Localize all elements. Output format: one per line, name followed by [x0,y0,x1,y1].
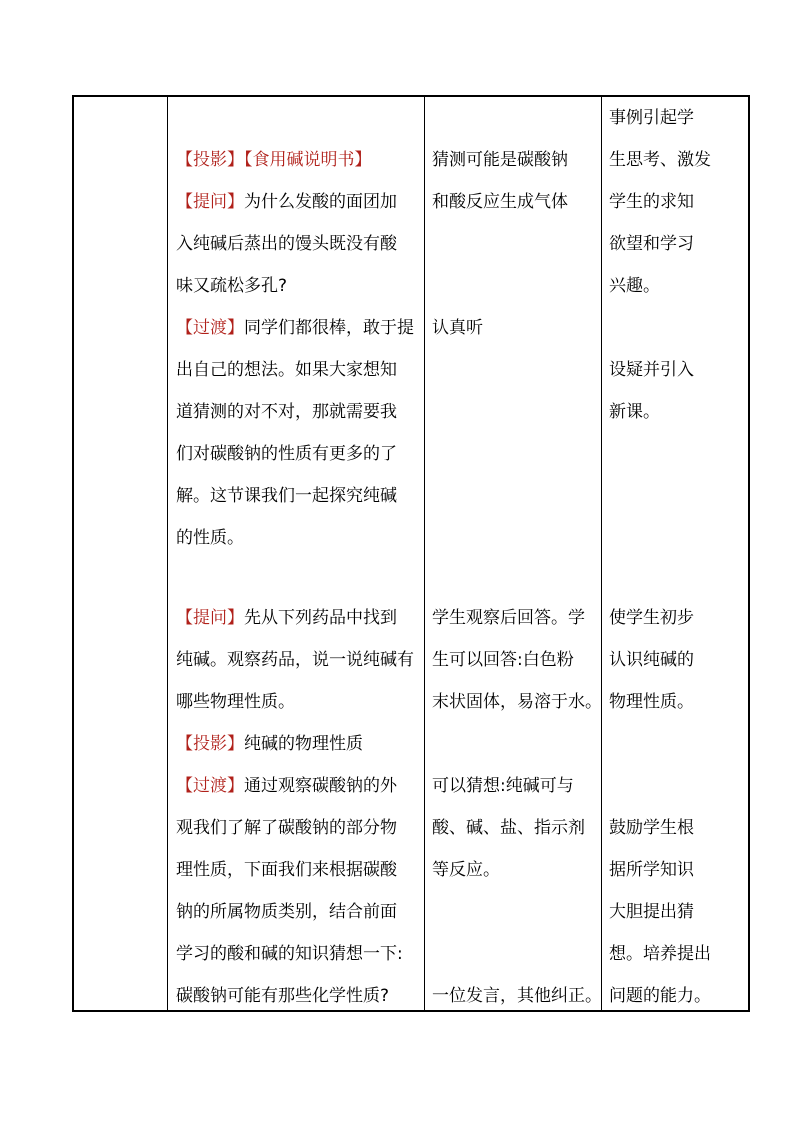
intent-line: 新课。 [609,402,660,422]
teacher-line: 【过渡】通过观察碳酸钠的外 [176,776,397,796]
teacher-line: 入纯碱后蒸出的馒头既没有酸 [176,234,397,254]
student-line: 一位发言，其他纠正。 [432,986,602,1006]
intent-line: 问题的能力。 [609,986,711,1006]
teacher-line: 理性质，下面我们来根据碳酸 [176,860,397,880]
student-line: 末状固体，易溶于水。 [432,692,602,712]
student-activity-block-3 [432,597,602,723]
student-line: 等反应。 [432,860,500,880]
student-line: 生可以回答:白色粉 [432,650,574,670]
teacher-line: 味又疏松多孔? [176,276,288,296]
teacher-line: 学习的酸和碱的知识猜想一下: [176,944,403,964]
teacher-line: 出自己的想法。如果大家想知 [176,360,397,380]
teacher-line: 钠的所属物质类别，结合前面 [176,902,397,922]
student-line: 认真听 [432,318,483,338]
intent-line: 设疑并引入 [609,360,694,380]
intent-line: 兴趣。 [609,276,660,296]
design-intent-block-3 [609,597,694,723]
lesson-table [72,95,750,1012]
projection-tag: 【投影】 [176,150,244,170]
projection-title: 【食用碱说明书】 [244,150,372,170]
student-activity-block-5 [432,975,602,1017]
student-activity-block-4 [432,765,585,891]
teacher-activity-block-1 [176,139,414,559]
teacher-line: 解。这节课我们一起探究纯碱 [176,486,397,506]
intent-line: 生思考、激发 [609,150,711,170]
intent-line: 物理性质。 [609,692,694,712]
student-line: 学生观察后回答。学 [432,608,585,628]
intent-line: 认识纯碱的 [609,650,694,670]
column-divider-2 [424,97,425,1010]
intent-line: 事例引起学 [609,108,694,128]
teacher-line: 【过渡】同学们都很棒，敢于提 [176,318,414,338]
teacher-line: 哪些物理性质。 [176,692,295,712]
student-line: 可以猜想:纯碱可与 [432,776,574,796]
intent-line: 想。培养提出 [609,944,711,964]
intent-line: 欲望和学习 [609,234,694,254]
teacher-line: 【投影】纯碱的物理性质 [176,734,363,754]
teacher-line: 纯碱。观察药品，说一说纯碱有 [176,650,414,670]
student-activity-block-2 [432,307,483,349]
student-line: 和酸反应生成气体 [432,192,568,212]
intent-line: 使学生初步 [609,608,694,628]
teacher-activity-block-2 [176,597,414,1017]
intent-line: 学生的求知 [609,192,694,212]
column-divider-1 [167,97,168,1010]
teacher-line: 【提问】先从下列药品中找到 [176,608,397,628]
question-tag: 【提问】 [176,192,244,212]
transition-tag: 【过渡】 [176,776,244,796]
design-intent-block-1 [609,97,711,307]
intent-line: 鼓励学生根 [609,818,694,838]
student-line: 酸、碱、盐、指示剂 [432,818,585,838]
column-divider-3 [601,97,602,1010]
design-intent-block-2 [609,349,694,433]
teacher-line: 观我们了解了碳酸钠的部分物 [176,818,397,838]
teacher-line: 【提问】为什么发酸的面团加 [176,192,397,212]
student-line: 猜测可能是碳酸钠 [432,150,568,170]
student-activity-block-1 [432,139,568,223]
intent-line: 据所学知识 [609,860,694,880]
teacher-line: 道猜测的对不对，那就需要我 [176,402,397,422]
teacher-line [176,139,414,181]
question-tag: 【提问】 [176,608,244,628]
projection-tag: 【投影】 [176,734,244,754]
teacher-line: 们对碳酸钠的性质有更多的了 [176,444,397,464]
teacher-line: 的性质。 [176,528,244,548]
intent-line: 大胆提出猜 [609,902,694,922]
design-intent-block-4 [609,807,711,1017]
transition-tag: 【过渡】 [176,318,244,338]
teacher-line: 碳酸钠可能有那些化学性质? [176,986,390,1006]
